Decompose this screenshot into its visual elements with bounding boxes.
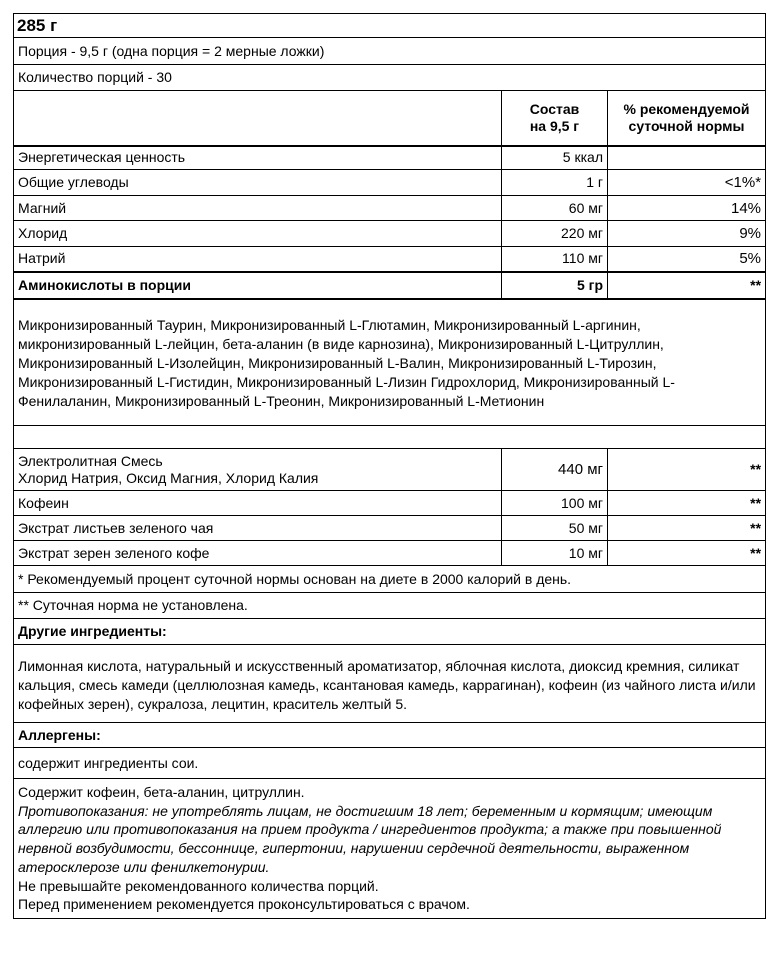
spacer-row bbox=[14, 426, 766, 449]
electrolyte-composition: Хлорид Натрия, Оксид Магния, Хлорид Калия bbox=[18, 469, 319, 486]
electrolyte-name bbox=[14, 449, 502, 491]
nutrient-row bbox=[14, 146, 766, 170]
nutrient-dv: <1%* bbox=[608, 170, 766, 196]
extra-name: Экстрат листьев зеленого чая bbox=[14, 516, 502, 541]
nutrient-name: Магний bbox=[14, 196, 502, 221]
amino-label: Аминокислоты в порции bbox=[14, 272, 502, 299]
amino-description: Микронизированный Таурин, Микронизированный L-Глютамин, Микронизированный L-аргинин, микронизированный L-лейцин, бета-аланин (в виде карнозина), Микронизированный L-Цитруллин, Микронизированный L-Изолейцин, Микронизированный L-Валин, Микронизированный L-Тирозин, Микронизированный L-Гистидин, Микронизированный L-Лизин Гидрохлорид, Микронизированный L-Фенилаланин, Микронизированный L-Треонин, Микронизированный L-Метионин bbox=[14, 299, 766, 426]
amount-header-line2: на 9,5 г bbox=[529, 117, 580, 134]
allergens-text: содержит ингредиенты сои. bbox=[14, 748, 766, 779]
nutrient-amount: 220 мг bbox=[502, 221, 608, 247]
extra-amount: 100 мг bbox=[502, 491, 608, 516]
extra-row bbox=[14, 516, 766, 541]
extra-amount: 10 мг bbox=[502, 541, 608, 566]
nutrient-dv: 14% bbox=[608, 196, 766, 221]
amount-column-header bbox=[502, 91, 608, 146]
dose-warning: Не превышайте рекомендованного количества порций. bbox=[18, 877, 379, 894]
dv-footnote: * Рекомендуемый процент суточной нормы основан на диете в 2000 калорий в день. bbox=[14, 566, 766, 593]
header-blank bbox=[14, 91, 502, 146]
nutrient-row bbox=[14, 170, 766, 196]
no-dv-footnote: ** Суточная норма не установлена. bbox=[14, 593, 766, 619]
extra-dv: ** bbox=[608, 491, 766, 516]
nutrient-amount: 60 мг bbox=[502, 196, 608, 221]
extra-amount: 50 мг bbox=[502, 516, 608, 541]
extra-name: Экстрат зерен зеленого кофе bbox=[14, 541, 502, 566]
nutrient-amount: 5 ккал bbox=[502, 146, 608, 170]
extra-row bbox=[14, 541, 766, 566]
consult-note: Перед применением рекомендуется проконсультироваться с врачом. bbox=[18, 896, 470, 913]
nutrient-amount: 110 мг bbox=[502, 247, 608, 272]
nutrient-name: Натрий bbox=[14, 247, 502, 272]
electrolyte-amount: 440 мг bbox=[502, 449, 608, 491]
electrolyte-title: Электролитная Смесь bbox=[18, 452, 163, 469]
servings-count: Количество порций - 30 bbox=[14, 65, 766, 91]
nutrient-name: Общие углеводы bbox=[14, 170, 502, 196]
dv-header-line2: суточной нормы bbox=[628, 117, 745, 134]
supplement-facts-sheet bbox=[13, 13, 765, 919]
supplement-facts-table bbox=[13, 13, 766, 919]
amino-amount: 5 гр bbox=[502, 272, 608, 299]
extra-dv: ** bbox=[608, 516, 766, 541]
nutrient-name: Хлорид bbox=[14, 221, 502, 247]
allergens-title: Аллергены: bbox=[14, 723, 766, 748]
nutrient-dv bbox=[608, 146, 766, 170]
dv-header-line1: % рекомендуемой bbox=[623, 100, 750, 117]
contains-note: Содержит кофеин, бета-аланин, цитруллин. bbox=[18, 783, 305, 800]
nutrient-name: Энергетическая ценность bbox=[14, 146, 502, 170]
amount-header-line1: Состав bbox=[529, 100, 580, 117]
amino-row bbox=[14, 272, 766, 299]
amino-dv: ** bbox=[608, 272, 766, 299]
contraindications-note: Противопоказания: не употреблять лицам, не достигшим 18 лет; беременным и кормящим; имеющим аллергию или противопоказания на прием продукта / ингредиентов продукта; а также при повышенной нервной возбудимости, бессоннице, гипертонии, нарушении сердечной деятельности, выраженном атеросклерозе или фенилкетонурии. bbox=[18, 802, 722, 875]
other-ingredients-title: Другие ингредиенты: bbox=[14, 619, 766, 645]
net-weight: 285 г bbox=[14, 14, 766, 38]
nutrient-row bbox=[14, 221, 766, 247]
nutrient-dv: 5% bbox=[608, 247, 766, 272]
electrolyte-dv: ** bbox=[608, 449, 766, 491]
dv-column-header bbox=[608, 91, 766, 146]
extra-name: Кофеин bbox=[14, 491, 502, 516]
electrolyte-row bbox=[14, 449, 766, 491]
extra-dv: ** bbox=[608, 541, 766, 566]
nutrient-dv: 9% bbox=[608, 221, 766, 247]
extra-row bbox=[14, 491, 766, 516]
other-ingredients-text: Лимонная кислота, натуральный и искусственный ароматизатор, яблочная кислота, диоксид кремния, силикат кальция, смесь камеди (целлюлозная камедь, ксантановая камедь, каррагинан), кофеин (из чайного листа и/или кофейных зерен), сукралоза, лецитин, краситель желтый 5. bbox=[14, 645, 766, 723]
nutrient-row bbox=[14, 247, 766, 272]
nutrient-row bbox=[14, 196, 766, 221]
nutrient-amount: 1 г bbox=[502, 170, 608, 196]
serving-size: Порция - 9,5 г (одна порция = 2 мерные ложки) bbox=[14, 38, 766, 65]
warnings-block bbox=[14, 779, 766, 919]
